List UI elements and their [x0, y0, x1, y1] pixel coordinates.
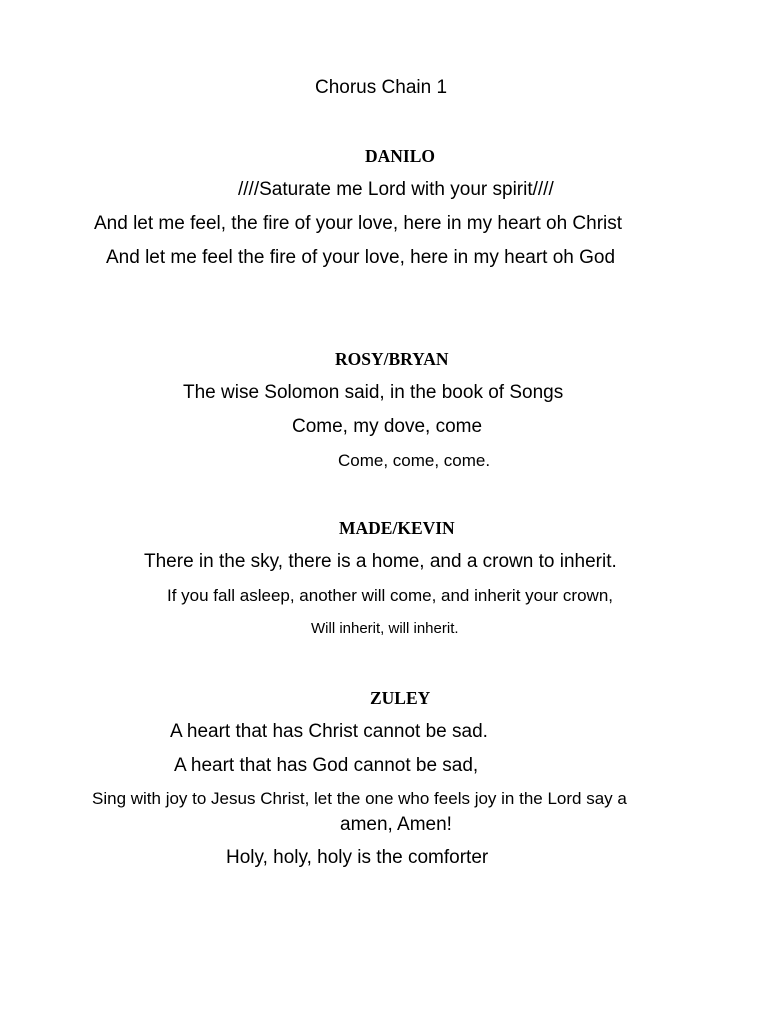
lyric-line: Will inherit, will inherit.	[311, 620, 459, 637]
speaker-heading-zuley: ZULEY	[370, 688, 431, 708]
lyric-line: Sing with joy to Jesus Christ, let the one who feels joy in the Lord say a	[92, 789, 627, 808]
document-title: Chorus Chain 1	[315, 77, 448, 98]
speaker-heading-danilo: DANILO	[365, 146, 436, 166]
speaker-heading-made-kevin: MADE/KEVIN	[339, 518, 455, 538]
lyric-line: ////Saturate me Lord with your spirit////	[238, 179, 554, 200]
lyric-line: amen, Amen!	[340, 814, 452, 835]
lyric-line: The wise Solomon said, in the book of Songs	[183, 382, 564, 403]
lyric-line: Holy, holy, holy is the comforter	[226, 847, 489, 868]
lyric-line: And let me feel the fire of your love, here in my heart oh God	[106, 247, 616, 268]
lyric-line: There in the sky, there is a home, and a crown to inherit.	[144, 551, 617, 572]
lyric-line: Come, come, come.	[338, 451, 491, 470]
lyric-line: If you fall asleep, another will come, and inherit your crown,	[167, 586, 614, 605]
lyric-line: A heart that has Christ cannot be sad.	[170, 721, 488, 742]
lyric-line: Come, my dove, come	[292, 416, 483, 437]
speaker-heading-rosy-bryan: ROSY/BRYAN	[335, 349, 449, 369]
lyric-line: And let me feel, the fire of your love, here in my heart oh Christ	[94, 213, 623, 234]
lyric-line: A heart that has God cannot be sad,	[174, 755, 479, 776]
